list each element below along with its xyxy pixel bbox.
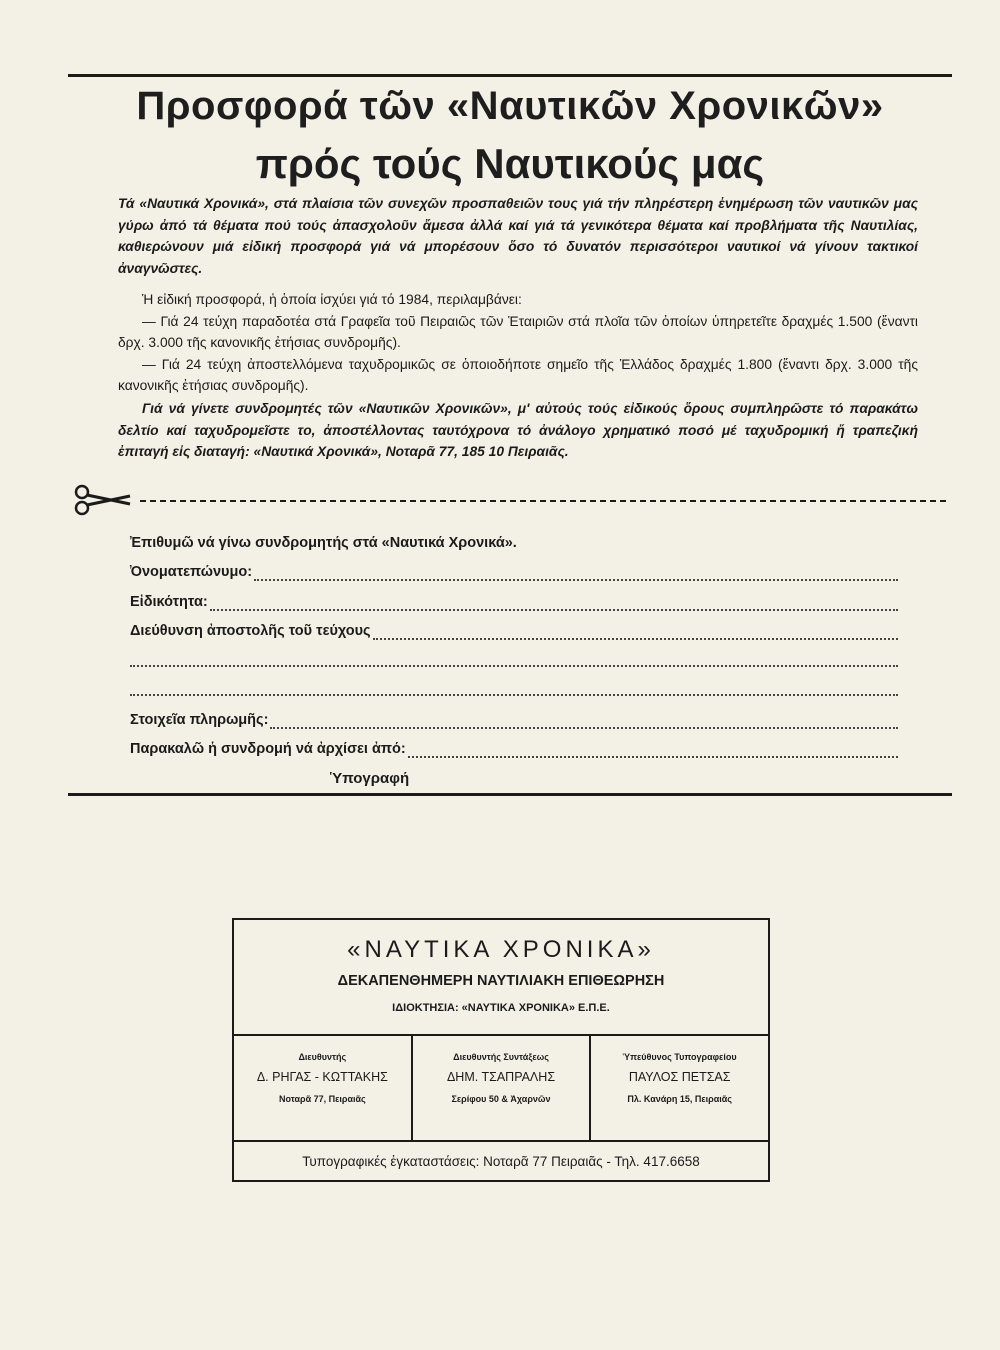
offer-item-2: — Γιά 24 τεύχη ἀποστελλόμενα ταχυδρομικῶς σε ὁποιοδήποτε σημεῖο τῆς Ἑλλάδος δραχμές 1.800 (ἔναντι δρχ. 3.000 τῆς κανονικῆς ἐτήσιας συνδρομῆς). [118, 356, 918, 393]
top-rule [68, 74, 952, 77]
director-column [234, 1036, 411, 1140]
editor-role: Διευθυντής Συντάξεως [453, 1052, 549, 1062]
offer-section [118, 289, 918, 397]
address-field-line-2[interactable] [130, 655, 898, 667]
start-field[interactable] [408, 746, 898, 758]
masthead-box [232, 918, 770, 1182]
address-field[interactable] [373, 628, 898, 640]
masthead-footer: Τυπογραφικές ἐγκαταστάσεις: Νοταρᾶ 77 Πειραιᾶς - Τηλ. 417.6658 [302, 1154, 700, 1169]
printer-address: Πλ. Κανάρη 15, Πειραιᾶς [627, 1094, 732, 1104]
instructions-section [118, 398, 918, 463]
printer-name: ΠΑΥΛΟΣ ΠΕΤΣΑΣ [628, 1070, 731, 1084]
signature-row [130, 764, 898, 794]
address-label: Διεύθυνση ἀποστολῆς τοῦ τεύχους [130, 623, 371, 640]
name-field[interactable] [254, 569, 898, 581]
specialty-label: Εἰδικότητα: [130, 593, 208, 610]
printer-role: Ὑπεύθυνος Τυπογραφείου [622, 1052, 737, 1062]
editor-name: ΔΗΜ. ΤΣΑΠΡΑΛΗΣ [446, 1070, 556, 1084]
address-row [130, 617, 898, 647]
payment-label: Στοιχεῖα πληρωμῆς: [130, 711, 269, 728]
specialty-row [130, 587, 898, 617]
instructions-text: Γιά νά γίνετε συνδρομητές τῶν «Ναυτικῶν Χρονικῶν», μ' αὐτούς τούς εἰδικούς ὅρους συμπληρῶστε τό παρακάτω δελτίο καί ταχυδρομεῖστε το, ἀποστέλλοντας ταυτόχρονα τό ἀνάλογο χρηματικό ποσό μέ ταχυδρομική ἤ τραπεζική ἐπιταγή εἰς διαταγή: «Ναυτικά Χρονικά», Νοταρᾶ 77, 185 10 Πειραιᾶς. [118, 401, 918, 459]
specialty-field[interactable] [210, 599, 898, 611]
director-name: Δ. ΡΗΓΑΣ - ΚΩΤΤΑΚΗΣ [256, 1070, 388, 1084]
name-label: Ὀνοματεπώνυμο: [130, 564, 253, 581]
director-role: Διευθυντής [298, 1052, 347, 1062]
intro-paragraph [118, 193, 918, 279]
address-field-line-3[interactable] [130, 684, 898, 696]
address-line-2 [130, 646, 898, 676]
payment-row [130, 705, 898, 735]
cut-line [72, 480, 952, 520]
bottom-rule [68, 793, 952, 796]
director-address: Νοταρᾶ 77, Πειραιᾶς [278, 1094, 366, 1104]
page-subtitle: πρός τούς Ναυτικούς μας [255, 140, 765, 187]
start-row [130, 735, 898, 765]
masthead-title: «ΝΑΥΤΙΚΑ ΧΡΟΝΙΚΑ» [347, 936, 655, 963]
offer-lead: Ἡ εἰδική προσφορά, ἡ ὁποία ἰσχύει γιά τό 1984, περιλαμβάνει: [142, 292, 522, 307]
start-label: Παρακαλῶ ἡ συνδρομή νά ἀρχίσει ἀπό: [130, 741, 406, 758]
signature-label: Ὑπογραφή [330, 770, 410, 788]
payment-field[interactable] [270, 717, 898, 729]
editor-address: Σερίφου 50 & Ἀχαρνῶν [451, 1094, 551, 1104]
scissors-icon [72, 480, 134, 520]
dashed-cut-rule [140, 500, 946, 502]
offer-item-1: — Γιά 24 τεύχη παραδοτέα στά Γραφεῖα τοῦ Πειραιῶς τῶν Ἑταιριῶν στά πλοῖα τῶν ὁποίων ὑπηρετεῖτε δραχμές 1.500 (ἔναντι δρχ. 3.000 τῆς κανονικῆς ἐτήσιας συνδρομῆς). [118, 313, 918, 350]
printer-column [589, 1036, 768, 1140]
masthead-ownership: ΙΔΙΟΚΤΗΣΙΑ: «ΝΑΥΤΙΚΑ ΧΡΟΝΙΚΑ» Ε.Π.Ε. [392, 1002, 610, 1014]
address-line-3 [130, 676, 898, 706]
coupon-heading-row [130, 528, 898, 558]
coupon-heading: Ἐπιθυμῶ νά γίνω συνδρομητής στά «Ναυτικά Χρονικά». [130, 534, 517, 551]
name-row [130, 558, 898, 588]
intro-text: Τά «Ναυτικά Χρονικά», στά πλαίσια τῶν συνεχῶν προσπαθειῶν τους γιά τήν πληρέστερη ἐνημέρωση τῶν ναυτικῶν μας γύρω ἀπό τά θέματα πού τούς ἀπασχολοῦν ἄμεσα ἀλλά καί γιά τά γενικότερα θέματα καί προβλήματα τῆς Ναυτιλίας, καθιερώνουν μιά εἰδική προσφορά γιά νά μπορέσουν ὅσο τό δυνατόν περισσότεροι ναυτικοί νά γίνουν τακτικοί ἀναγνῶστες. [118, 196, 918, 276]
editor-column [411, 1036, 590, 1140]
masthead-subtitle: ΔΕΚΑΠΕΝΘΗΜΕΡΗ ΝΑΥΤΙΛΙΑΚΗ ΕΠΙΘΕΩΡΗΣΗ [337, 973, 665, 989]
subscription-coupon [130, 528, 898, 794]
page-title: Προσφορά τῶν «Ναυτικῶν Χρονικῶν» [136, 84, 884, 128]
masthead-staff [234, 1034, 768, 1142]
